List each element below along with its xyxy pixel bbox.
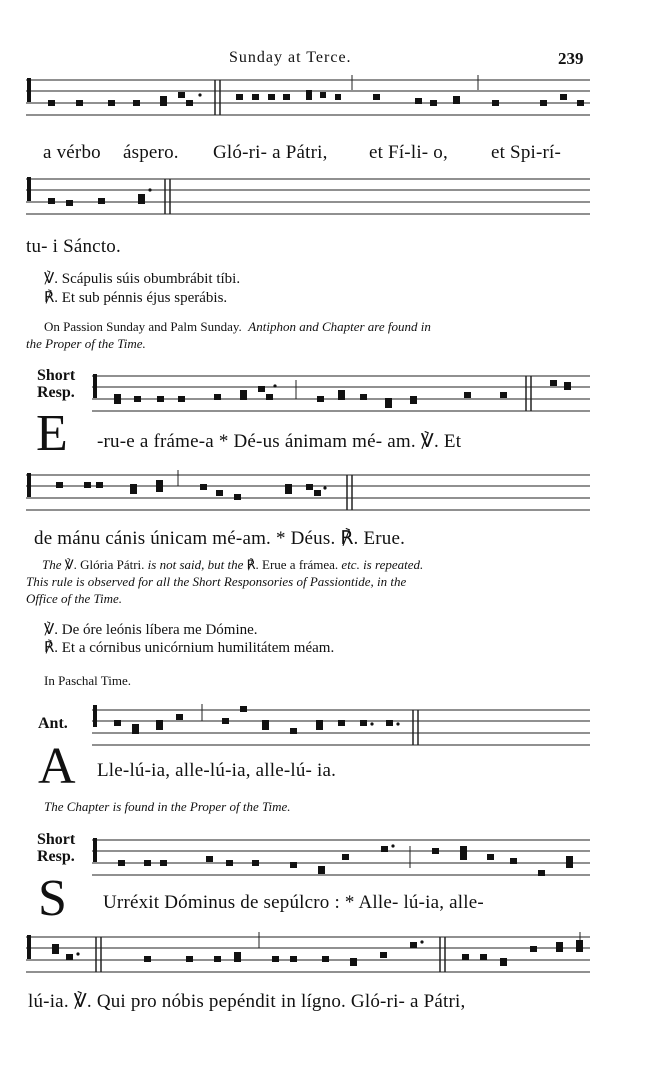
- rubric-italic: Antiphon and Chapter are found in: [248, 319, 431, 334]
- lyric-syllable: et Spi-rí-: [491, 142, 562, 163]
- drop-cap-initial: E: [36, 405, 68, 462]
- lyric-syllable: a vérbo: [43, 142, 101, 163]
- rubric: [44, 319, 431, 335]
- drop-cap-initial: S: [38, 870, 67, 927]
- response-text: Et sub pénnis éjus sperábis.: [61, 290, 228, 306]
- lyric-line: de mánu cánis únicam mé-am. * Déus. ℟. Erue.: [34, 528, 406, 549]
- lyric-line: Lle-lú-ia, alle-lú-ia, alle-lú- ia.: [97, 760, 337, 781]
- rubric-continuation: This rule is observed for all the Short Responsories of Passiontide, in the: [26, 574, 407, 589]
- response-mark: ℟.: [44, 640, 59, 656]
- drop-cap-initial: A: [38, 738, 76, 795]
- lyric-syllable: et Fí-li- o,: [369, 142, 448, 163]
- short-resp-label: Short Resp.: [37, 367, 76, 401]
- running-header: Sunday at Terce.: [229, 49, 352, 66]
- versicle-text: Scápulis súis obumbrábit tíbi.: [61, 271, 241, 287]
- rubric-plain: On Passion Sunday and Palm Sunday.: [44, 319, 242, 334]
- response: [44, 638, 334, 657]
- response-mark: ℟.: [44, 290, 59, 306]
- response-text: Et a córnibus unicórnium humilitátem méam.: [61, 640, 335, 656]
- versicle-mark: ℣.: [44, 622, 59, 638]
- rubric-continuation: Office of the Time.: [26, 591, 123, 606]
- lyric-syllable: áspero.: [123, 142, 179, 163]
- versicle: [44, 269, 240, 288]
- rubric-continuation: the Proper of the Time.: [26, 336, 146, 351]
- page-number: 239: [558, 49, 584, 68]
- section-heading: In Paschal Time.: [44, 673, 132, 688]
- lyric-line: lú-ia. ℣. Qui pro nóbis pepéndit in lígno. Gló-ri- a Pátri,: [28, 991, 466, 1012]
- lyric-syllable: Gló-ri- a Pátri,: [213, 142, 328, 163]
- rubric: The ℣. Glória Pátri. is not said, but the ℟. Erue a frámea. etc. is repeated.: [42, 557, 424, 572]
- lyric-line: -ru-e a fráme-a * Dé-us ánimam mé- am. ℣. Et: [97, 431, 462, 452]
- rubric: The Chapter is found in the Proper of the Time.: [44, 799, 291, 814]
- versicle-mark: ℣.: [44, 271, 59, 287]
- versicle-text: De óre leónis líbera me Dómine.: [61, 622, 258, 638]
- versicle: [44, 620, 258, 639]
- lyric-line: Urréxit Dóminus de sepúlcro : * Alle- lú-ia, alle-: [103, 892, 484, 913]
- response: [44, 288, 227, 307]
- antiphon-label: Ant.: [38, 715, 68, 732]
- lyric-line: tu- i Sáncto.: [26, 236, 121, 257]
- short-resp-label: Short Resp.: [37, 831, 76, 865]
